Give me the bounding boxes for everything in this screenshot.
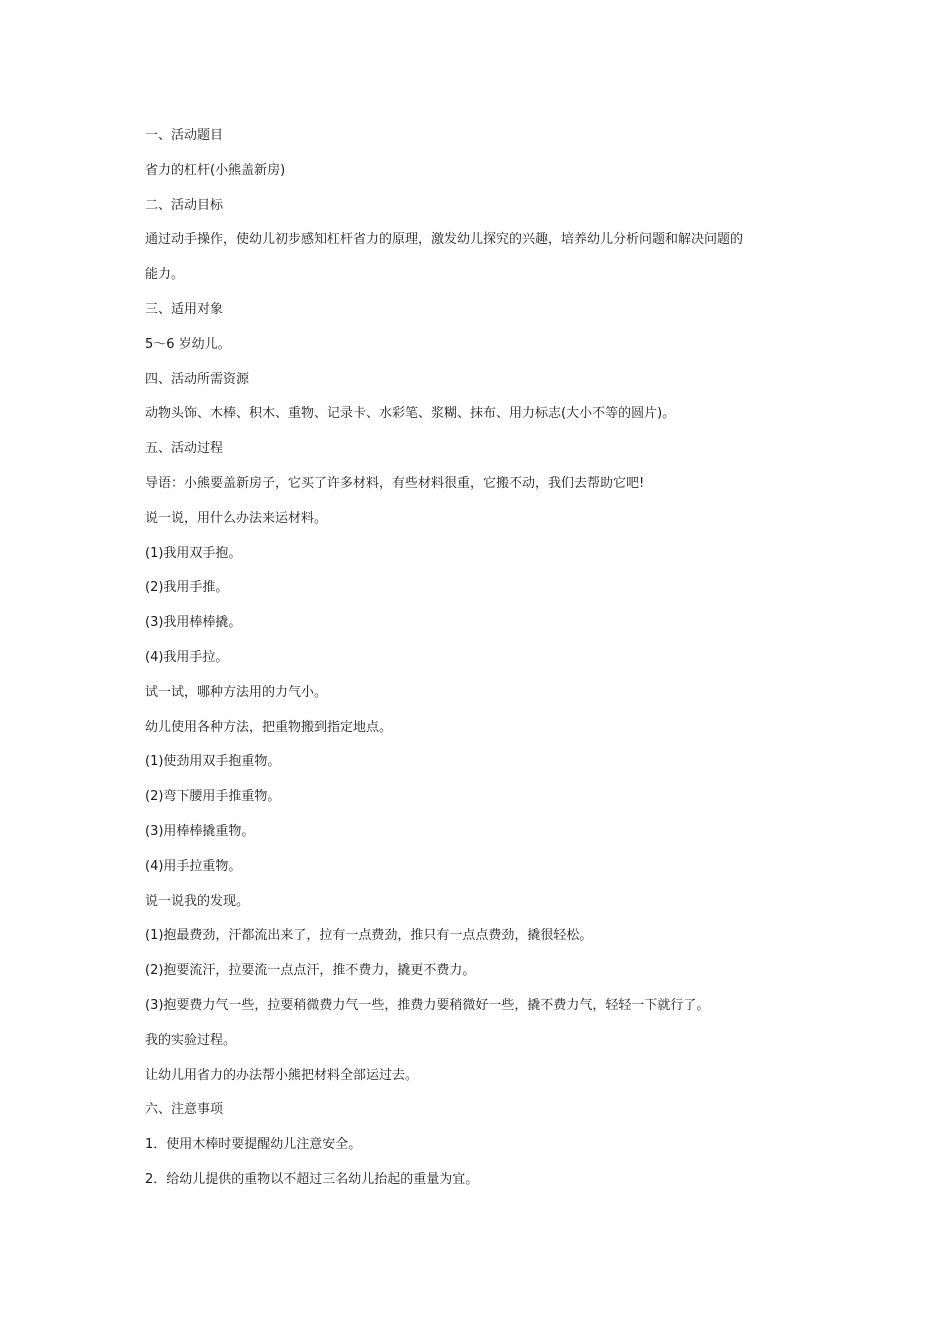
heading-resources: 四、活动所需资源 — [145, 371, 250, 387]
list-item: (2)弯下腰用手推重物。 — [145, 789, 281, 805]
list-item: (4)我用手拉。 — [145, 649, 229, 665]
goals-text-line-1: 通过动手操作，使幼儿初步感知杠杆省力的原理，激发幼儿探究的兴趣，培养幼儿分析问题和解决问题的 — [145, 232, 744, 248]
document-body — [145, 119, 815, 1198]
resources-text: 动物头饰、木棒、积木、重物、记录卡、水彩笔、浆糊、抹布、用力标志(大小不等的圆片)。 — [145, 406, 676, 422]
process-intro: 导语：小熊要盖新房子，它买了许多材料，有些材料很重，它搬不动，我们去帮助它吧! — [145, 475, 645, 491]
list-item: (4)用手拉重物。 — [145, 858, 242, 874]
heading-process: 五、活动过程 — [145, 441, 224, 457]
list-item: (1)我用双手抱。 — [145, 545, 242, 561]
target-audience-text: 5～6 岁幼儿。 — [145, 336, 231, 352]
list-item: (2)抱要流汗，拉要流一点点汗，推不费力，撬更不费力。 — [145, 963, 476, 979]
list-item: (3)抱要费力气一些，拉要稍微费力气一些，推费力要稍微好一些，撬不费力气，轻轻一下就行了。 — [145, 997, 710, 1013]
list-item: (3)用棒棒撬重物。 — [145, 823, 255, 839]
goals-text-line-2: 能力。 — [145, 267, 185, 283]
list-item: (3)我用棒棒撬。 — [145, 615, 242, 631]
list-item: (1)抱最费劲，汗都流出来了，拉有一点费劲，推只有一点点费劲，撬很轻松。 — [145, 928, 593, 944]
process-step-findings: 说一说我的发现。 — [145, 893, 250, 909]
heading-activity-title: 一、活动题目 — [145, 128, 224, 143]
activity-title-text: 省力的杠杆(小熊盖新房) — [145, 162, 286, 178]
process-step-experiment: 我的实验过程。 — [145, 1032, 237, 1048]
process-step-say: 说一说，用什么办法来运材料。 — [145, 510, 328, 526]
process-step-try: 试一试，哪种方法用的力气小。 — [145, 684, 328, 700]
process-step-experiment-desc: 让幼儿用省力的办法帮小熊把材料全部运过去。 — [145, 1067, 419, 1083]
note-item: 1．使用木棒时要提醒幼儿注意安全。 — [145, 1137, 362, 1153]
heading-activity-goals: 二、活动目标 — [145, 197, 224, 213]
list-item: (2)我用手推。 — [145, 580, 229, 596]
heading-notes: 六、注意事项 — [145, 1102, 224, 1118]
list-item: (1)使劲用双手抱重物。 — [145, 754, 281, 770]
note-item: 2．给幼儿提供的重物以不超过三名幼儿抬起的重量为宜。 — [145, 1171, 479, 1187]
heading-target-audience: 三、适用对象 — [145, 301, 224, 317]
process-step-try-desc: 幼儿使用各种方法，把重物搬到指定地点。 — [145, 719, 393, 735]
